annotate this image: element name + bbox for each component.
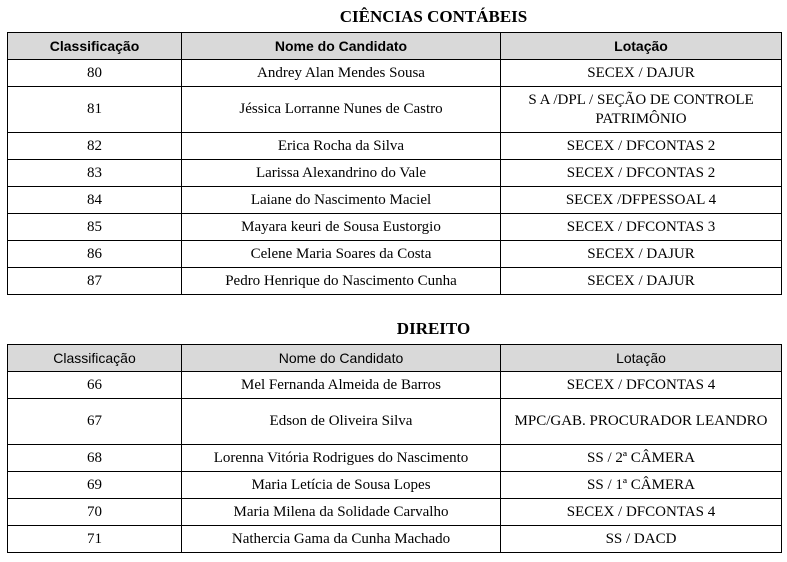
rank-cell: 87 xyxy=(8,268,182,295)
rank-cell: 80 xyxy=(8,60,182,87)
table-row xyxy=(8,372,782,399)
table-row xyxy=(8,472,782,499)
location-cell: SECEX / DAJUR xyxy=(501,60,782,87)
section-title-ciencias-contabeis: CIÊNCIAS CONTÁBEIS xyxy=(339,7,528,26)
results-table-direito xyxy=(7,344,782,553)
rank-cell: 84 xyxy=(8,187,182,214)
rank-cell: 66 xyxy=(8,372,182,399)
candidate-name-cell: Erica Rocha da Silva xyxy=(182,133,501,160)
rank-cell: 69 xyxy=(8,472,182,499)
location-cell: SS / DACD xyxy=(501,526,782,553)
column-header-candidate-name: Nome do Candidato xyxy=(182,33,501,60)
column-header-classification: Classificação xyxy=(8,345,182,372)
candidate-name-cell: Maria Letícia de Sousa Lopes xyxy=(182,472,501,499)
table-row xyxy=(8,187,782,214)
column-header-candidate-name: Nome do Candidato xyxy=(182,345,501,372)
table-header-row xyxy=(8,33,782,60)
table-row xyxy=(8,399,782,445)
candidate-name-cell: Celene Maria Soares da Costa xyxy=(182,241,501,268)
candidate-name-cell: Edson de Oliveira Silva xyxy=(182,399,501,445)
rank-cell: 85 xyxy=(8,214,182,241)
table-row xyxy=(8,499,782,526)
rank-cell: 82 xyxy=(8,133,182,160)
section-title-direito: DIREITO xyxy=(396,319,471,338)
table-row xyxy=(8,133,782,160)
candidate-name-cell: Lorenna Vitória Rodrigues do Nascimento xyxy=(182,445,501,472)
location-cell: SECEX / DFCONTAS 2 xyxy=(501,133,782,160)
location-cell: SECEX / DFCONTAS 4 xyxy=(501,372,782,399)
table-row xyxy=(8,87,782,133)
rank-cell: 68 xyxy=(8,445,182,472)
rank-cell: 67 xyxy=(8,399,182,445)
candidate-name-cell: Andrey Alan Mendes Sousa xyxy=(182,60,501,87)
rank-cell: 83 xyxy=(8,160,182,187)
table-row xyxy=(8,445,782,472)
candidate-name-cell: Pedro Henrique do Nascimento Cunha xyxy=(182,268,501,295)
location-cell: SS / 1ª CÂMERA xyxy=(501,472,782,499)
table-row xyxy=(8,214,782,241)
candidate-name-cell: Laiane do Nascimento Maciel xyxy=(182,187,501,214)
table-row xyxy=(8,60,782,87)
column-header-location: Lotação xyxy=(501,33,782,60)
location-cell: SECEX / DFCONTAS 2 xyxy=(501,160,782,187)
location-cell: SECEX / DAJUR xyxy=(501,268,782,295)
results-table-ciencias-contabeis xyxy=(7,32,782,295)
location-cell: SECEX / DFCONTAS 3 xyxy=(501,214,782,241)
location-cell: SECEX / DFCONTAS 4 xyxy=(501,499,782,526)
rank-cell: 70 xyxy=(8,499,182,526)
column-header-location: Lotação xyxy=(501,345,782,372)
location-cell: SECEX / DAJUR xyxy=(501,241,782,268)
candidate-name-cell: Mayara keuri de Sousa Eustorgio xyxy=(182,214,501,241)
table-row xyxy=(8,160,782,187)
candidate-name-cell: Nathercia Gama da Cunha Machado xyxy=(182,526,501,553)
rank-cell: 71 xyxy=(8,526,182,553)
candidate-name-cell: Mel Fernanda Almeida de Barros xyxy=(182,372,501,399)
table-row xyxy=(8,241,782,268)
location-cell: MPC/GAB. PROCURADOR LEANDRO xyxy=(501,399,782,445)
column-header-classification: Classificação xyxy=(8,33,182,60)
table-row xyxy=(8,526,782,553)
candidate-name-cell: Maria Milena da Solidade Carvalho xyxy=(182,499,501,526)
table-row xyxy=(8,268,782,295)
location-cell: SECEX /DFPESSOAL 4 xyxy=(501,187,782,214)
candidate-name-cell: Larissa Alexandrino do Vale xyxy=(182,160,501,187)
table-header-row xyxy=(8,345,782,372)
rank-cell: 86 xyxy=(8,241,182,268)
location-cell: SS / 2ª CÂMERA xyxy=(501,445,782,472)
location-cell: S A /DPL / SEÇÃO DE CONTROLE PATRIMÔNIO xyxy=(501,87,782,133)
rank-cell: 81 xyxy=(8,87,182,133)
candidate-name-cell: Jéssica Lorranne Nunes de Castro xyxy=(182,87,501,133)
